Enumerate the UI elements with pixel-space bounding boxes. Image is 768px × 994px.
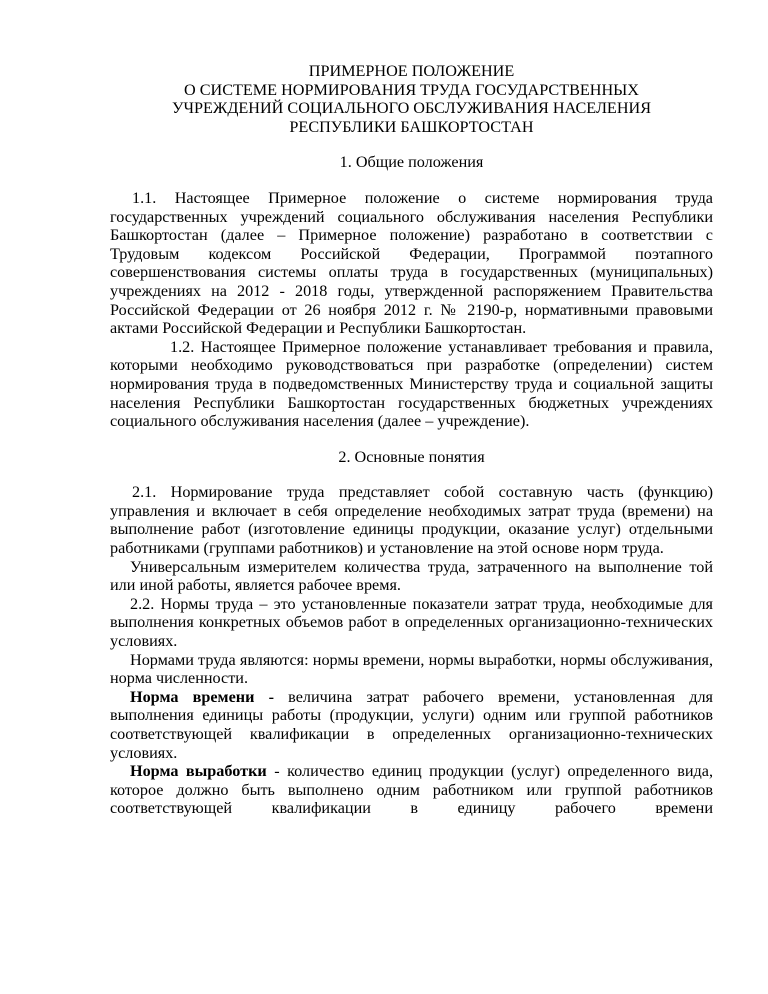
paragraph-norm-time xyxy=(110,688,713,762)
paragraph-1-2: 1.2. Настоящее Примерное положение устанавливает требования и правила, которыми необходимо руководствоваться при разработке (определении) систем нормирования труда в подведомственных Министерству труда и социальной защиты населения Республики Башкортостан государственных бюджетных учреждениях социального обслуживания населения (далее – учреждение). xyxy=(110,337,713,431)
norm-output-definition: - количество единиц продукции (услуг) определенного вида, которое должно быть выполнено одним работником или группой работников соответствующей квалификации в единицу рабочего времени xyxy=(110,762,713,818)
paragraph-2-2: 2.2. Нормы труда – это установленные показатели затрат труда, необходимые для выполнения конкретных объемов работ в определенных организационно-технических условиях. xyxy=(110,594,713,651)
document-title xyxy=(110,62,713,136)
paragraph-2-2-b: Нормами труда являются: нормы времени, нормы выработки, нормы обслуживания, норма численности. xyxy=(110,650,713,688)
title-line-1: ПРИМЕРНОЕ ПОЛОЖЕНИЕ xyxy=(308,62,515,80)
title-line-2: О СИСТЕМЕ НОРМИРОВАНИЯ ТРУДА ГОСУДАРСТВЕННЫХ xyxy=(183,80,639,99)
paragraph-2-1: 2.1. Нормирование труда представляет собой составную часть (функцию) управления и включает в себя определение необходимых затрат труда (времени) на выполнение работ (изготовление единицы продукции, оказание услуг) отдельными работниками (группами работников) и установление на этой основе норм труда. xyxy=(110,483,713,558)
title-line-4: РЕСПУБЛИКИ БАШКОРТОСТАН xyxy=(289,117,534,136)
paragraph-2-1-b: Универсальным измерителем количества труда, затраченного на выполнение той или иной работы, является рабочее время. xyxy=(110,557,713,595)
norm-time-term: Норма времени - xyxy=(130,687,274,706)
section-1-heading: 1. Общие положения xyxy=(339,153,484,172)
title-line-3: УЧРЕЖДЕНИЙ СОЦИАЛЬНОГО ОБСЛУЖИВАНИЯ НАСЕЛЕНИЯ xyxy=(171,99,651,118)
document-page xyxy=(110,62,713,818)
section-2-heading: 2. Основные понятия xyxy=(338,447,485,466)
norm-time-definition: величина затрат рабочего времени, установленная для выполнения единицы работы (продукции, услуги) одним или группой работников соответствующей квалификации в определенных организационно-технических условиях. xyxy=(110,687,713,762)
paragraph-norm-output xyxy=(110,762,713,818)
norm-output-term: Норма выработки xyxy=(130,762,267,781)
paragraph-1-1: 1.1. Настоящее Примерное положение о системе нормирования труда государственных учреждений социального обслуживания населения Республики Башкортостан (далее – Примерное положение) разработано в соответствии с Трудовым кодексом Российской Федерации, Программой поэтапного совершенствования системы оплаты труда в государственных (муниципальных) учреждениях на 2012 - 2018 годы, утвержденной распоряжением Правительства Российской Федерации от 26 ноября 2012 г. № 2190-р, нормативными правовыми актами Российской Федерации и Республики Башкортостан. xyxy=(110,188,713,338)
